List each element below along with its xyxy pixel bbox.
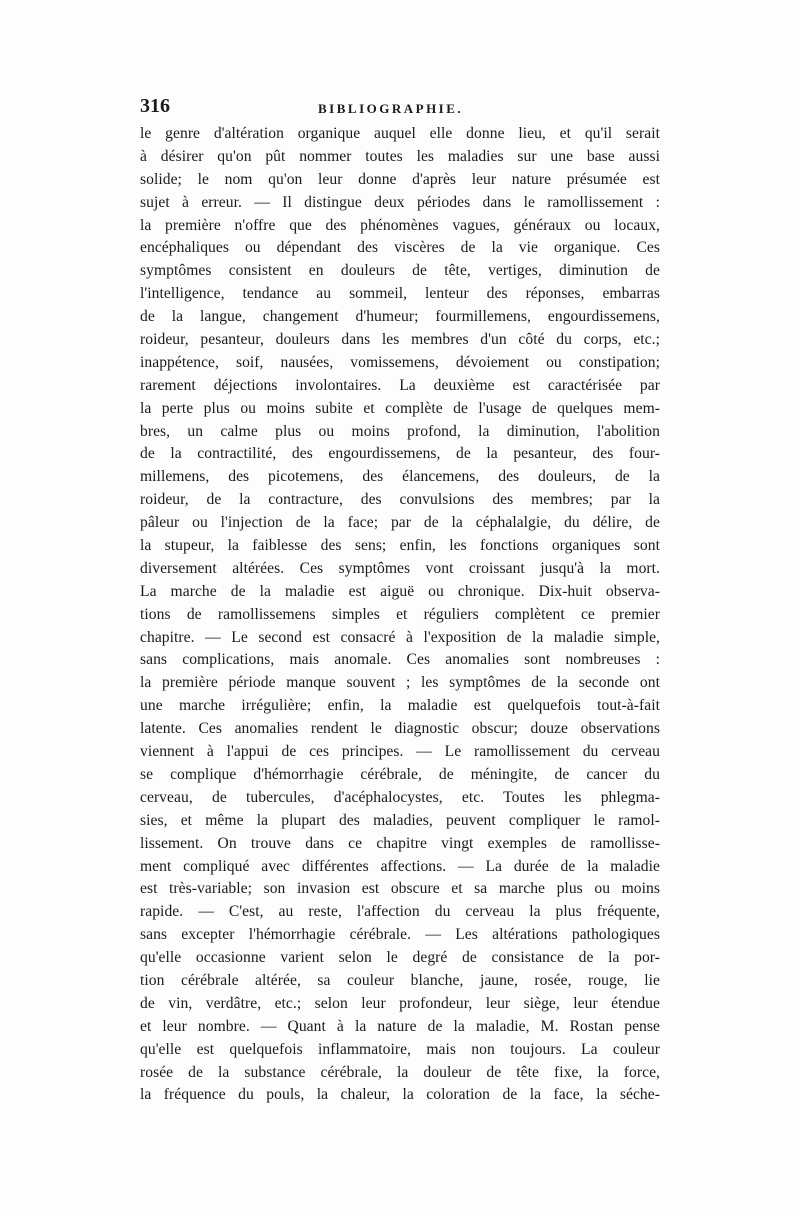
text-line: viennent à l'appui de ces principes. — Le ramollissement du cerveau [140,743,660,761]
text-line: La marche de la maladie est aiguë ou chronique. Dix-huit observa- [140,582,660,600]
text-line: la première n'offre que des phénomènes vagues, généraux ou locaux, [140,216,660,234]
text-line: et leur nombre. — Quant à la nature de la maladie, M. Rostan pense [140,1017,660,1035]
text-line: sans complications, mais anomale. Ces anomalies sont nombreuses : [140,651,660,669]
text-line: de la langue, changement d'humeur; fourmillemens, engourdissemens, [140,308,660,326]
text-line: latente. Ces anomalies rendent le diagnostic obscur; douze observations [140,720,660,738]
book-page [140,95,660,1107]
page-header [140,95,660,123]
text-line: tion cérébrale altérée, sa couleur blanche, jaune, rosée, rouge, lie [140,971,660,989]
text-line: symptômes consistent en douleurs de tête, vertiges, diminution de [140,262,660,280]
text-line: millemens, des picotemens, des élancemens, des douleurs, de la [140,468,660,486]
text-line: solide; le nom qu'on leur donne d'après leur nature présumée est [140,170,660,188]
text-line: chapitre. — Le second est consacré à l'exposition de la maladie simple, [140,628,660,646]
text-line: roideur, de la contracture, des convulsions des membres; par la [140,491,660,509]
text-line: la perte plus ou moins subite et complète de l'usage de quelques mem- [140,399,660,417]
body-text [140,123,660,1107]
text-line: l'intelligence, tendance au sommeil, lenteur des réponses, embarras [140,285,660,303]
text-line: qu'elle occasionne varient selon le degré de consistance de la por- [140,949,660,967]
text-line: bres, un calme plus ou moins profond, la diminution, l'abolition [140,422,660,440]
text-line: encéphaliques ou dépendant des viscères de la vie organique. Ces [140,239,660,257]
text-line: lissement. On trouve dans ce chapitre vingt exemples de ramollisse- [140,834,660,852]
text-line: se complique d'hémorrhagie cérébrale, de méningite, de cancer du [140,765,660,783]
text-line: la fréquence du pouls, la chaleur, la coloration de la face, la séche- [140,1086,660,1104]
text-line: tions de ramollissemens simples et réguliers complètent ce premier [140,605,660,623]
text-line: de la contractilité, des engourdissemens, de la pesanteur, des four- [140,445,660,463]
page-number: 316 [140,95,170,117]
text-line: la première période manque souvent ; les symptômes de la seconde ont [140,674,660,692]
text-line: pâleur ou l'injection de la face; par de la céphalalgie, du délire, de [140,514,660,532]
text-line: roideur, pesanteur, douleurs dans les membres d'un côté du corps, etc.; [140,331,660,349]
text-line: la stupeur, la faiblesse des sens; enfin, les fonctions organiques sont [140,537,660,555]
text-line: à désirer qu'on pût nommer toutes les maladies sur une base aussi [140,147,660,165]
text-line: est très-variable; son invasion est obscure et sa marche plus ou moins [140,880,660,898]
text-line: ment compliqué avec différentes affections. — La durée de la maladie [140,857,660,875]
text-line: rapide. — C'est, au reste, l'affection du cerveau la plus fréquente, [140,903,660,921]
running-head: BIBLIOGRAPHIE. [318,101,464,116]
text-line: le genre d'altération organique auquel elle donne lieu, et qu'il serait [140,125,660,142]
text-line: qu'elle est quelquefois inflammatoire, mais non toujours. La couleur [140,1040,660,1058]
text-line: diversement altérées. Ces symptômes vont croissant jusqu'à la mort. [140,559,660,577]
text-line: inappétence, soif, nausées, vomissemens, dévoiement ou constipation; [140,353,660,371]
text-line: une marche irrégulière; enfin, la maladie est quelquefois tout-à-fait [140,697,660,715]
text-line: sies, et même la plupart des maladies, peuvent compliquer le ramol- [140,811,660,829]
text-line: cerveau, de tubercules, d'acéphalocystes, etc. Toutes les phlegma- [140,788,660,806]
text-line: rosée de la substance cérébrale, la douleur de tête fixe, la force, [140,1063,660,1081]
text-line: de vin, verdâtre, etc.; selon leur profondeur, leur siège, leur étendue [140,994,660,1012]
text-line: sujet à erreur. — Il distingue deux périodes dans le ramollissement : [140,193,660,211]
text-line: sans excepter l'hémorrhagie cérébrale. — Les altérations pathologiques [140,926,660,944]
text-line: rarement déjections involontaires. La deuxième est caractérisée par [140,376,660,394]
